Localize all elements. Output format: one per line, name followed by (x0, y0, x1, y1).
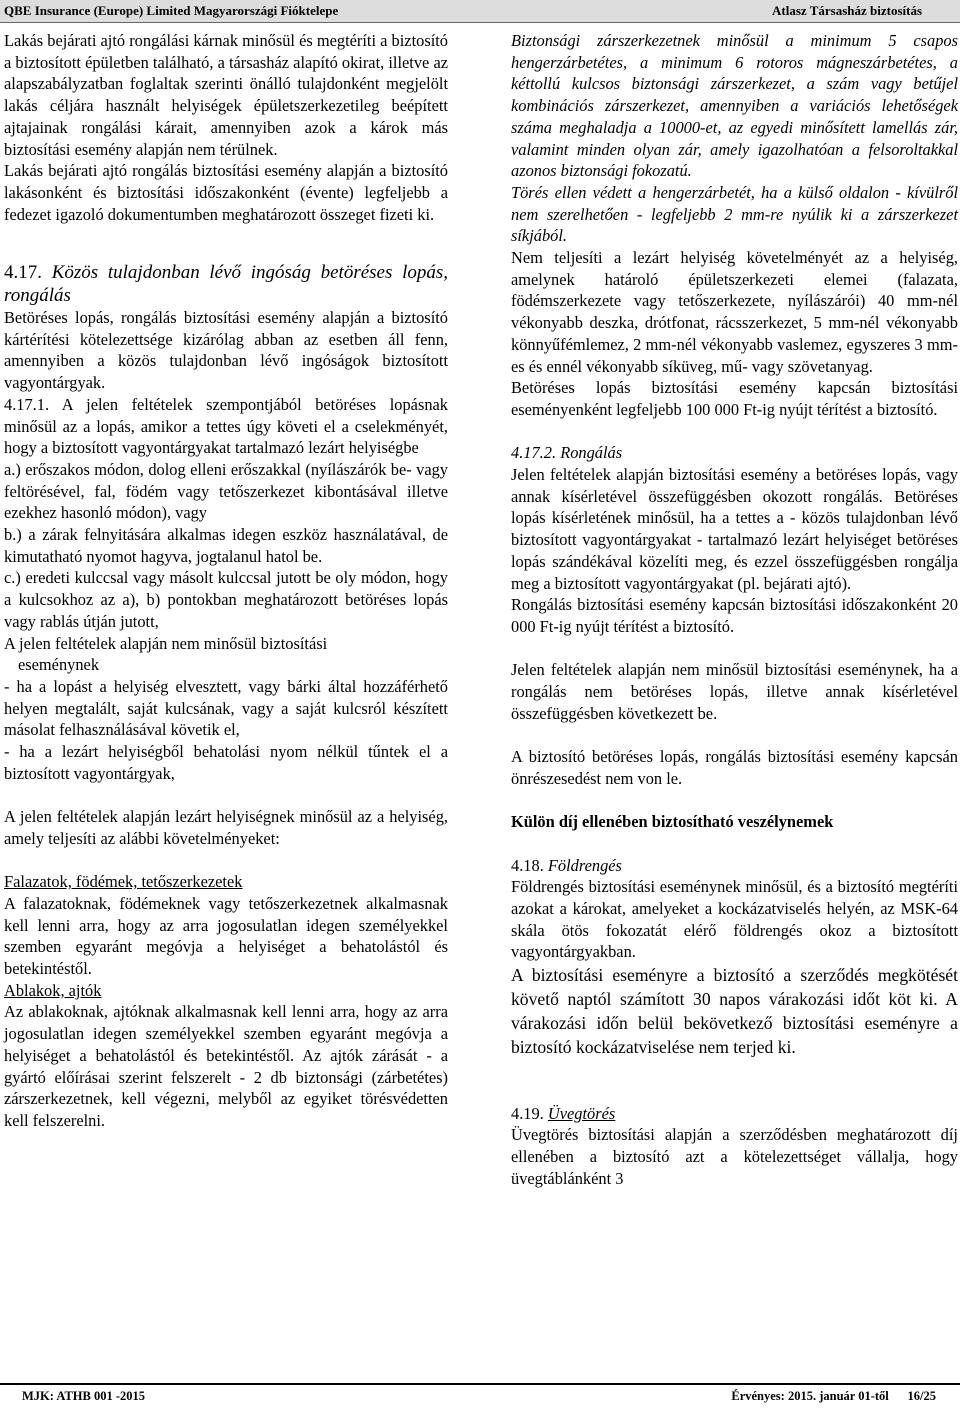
paragraph: Üvegtörés biztosítási alapján a szerződésben meghatározott díj ellenében a biztosító azt a kötelezettséget vállalja, hogy üvegtáblánként 3 (511, 1125, 958, 1188)
header-company: QBE Insurance (Europe) Limited Magyarországi Fióktelepe (4, 3, 339, 18)
section-heading-4-18 (511, 855, 958, 877)
section-title: Közös tulajdonban lévő ingóság betöréses lopás, rongálás (4, 262, 448, 307)
section-heading-4-17-2 (511, 442, 958, 464)
section-title: Üvegtörés (547, 1103, 616, 1123)
subheading-walls: Falazatok, födémek, tetőszerkezetek (4, 872, 243, 892)
paragraph: eseménynek (18, 655, 100, 675)
subheading-windows-doors: Ablakok, ajtók (4, 980, 102, 1000)
paragraph: Betöréses lopás biztosítási esemény kapcsán biztosítási eseményenként legfeljebb 100 000 Ft-ig nyújt térítést a biztosító. (511, 378, 958, 419)
paragraph: - ha a lezárt helyiségből behatolási nyom nélkül tűntek el a biztosított vagyontárgyak, (4, 742, 448, 783)
paragraph: Betöréses lopás, rongálás biztosítási esemény alapján a biztosító kártérítési kötelezettsége kizárólag abban az esetben áll fenn, amennyiben a közös tulajdonban lévő ingóságok biztosított vagyontárgyak. (4, 308, 448, 393)
paragraph: Nem teljesíti a lezárt helyiség követelményét az a helyiség, amelynek határoló épületszerkezeti elemei (falazata, födémszerkezete vagy tetőszerkezete, nyílászárói) 40 mm-nél vékonyabb deszka, drótfonat, rácsszerkezet, 5 mm-nél vékonyabb könnyűfémlemez, 2 mm-nél vékonyabb vaslemez, egyszeres 3 mm-es és ennél vékonyabb síküveg, mű- vagy szövetanyag. (511, 248, 958, 376)
left-column (4, 30, 448, 1132)
section-heading-4-17 (4, 261, 448, 307)
section-number: 4.18. (511, 855, 544, 875)
paragraph: Lakás bejárati ajtó rongálás biztosítási esemény alapján a biztosító lakásonként és biztosítási időszakonként (évente) legfeljebb a fedezet igazoló dokumentumben meghatározott összeget fizeti ki. (4, 161, 448, 224)
section-title: Földrengés (547, 855, 622, 875)
paragraph: Az ablakoknak, ajtóknak alkalmasnak kell lenni arra, hogy az arra jogosulatlan idegen személyekkel szemben egyaránt megóvja a helyiséget a behatolástól és betekintéstől. Az ajtók zárását - a gyártó előírásai szerint felszerelt - 2 db biztonsági (zárbetétes) zárszerkezetnek, kell végezni, melyből az egyiket törésvédetten kell felszerelni. (4, 1002, 448, 1130)
page-header (0, 0, 960, 23)
footer-validity-page: Érvényes: 2015. január 01-től 16/25 (731, 1389, 936, 1403)
list-item-b: b.) a zárak felnyitására alkalmas idegen eszköz használatával, de kimutatható nyomot hagyva, jogtalanul hatol be. (4, 525, 448, 566)
section-heading-extra-perils: Külön díj ellenében biztosítható veszélynemek (511, 812, 834, 832)
section-number: 4.17. (4, 262, 42, 284)
paragraph: Törés ellen védett a hengerzárbetét, ha a külső oldalon - kívülről nem szerelhetően - legfeljebb 2 mm-re nyúlik ki a zárszerkezet síkjából. (511, 182, 958, 246)
paragraph: Rongálás biztosítási esemény kapcsán biztosítási időszakonként 20 000 Ft-ig nyújt térítést a biztosító. (511, 595, 958, 636)
footer-doc-code: MJK: ATHB 001 -2015 (22, 1389, 146, 1403)
right-column (511, 30, 958, 1189)
paragraph: Jelen feltételek alapján nem minősül biztosítási eseménynek, ha a rongálás nem betöréses lopás, illetve annak kísérletével összefüggésben következett be. (511, 660, 958, 723)
paragraph: A jelen feltételek alapján nem minősül biztosítási (4, 633, 328, 653)
list-item-a: a.) erőszakos módon, dolog elleni erőszakkal (nyílászárók be- vagy feltörésével, fal, födém vagy tetőszerkezet kibontásával illetve ezekhez hasonló módon), vagy (4, 459, 448, 523)
paragraph: - ha a lopást a helyiség elvesztett, vagy bárki által hozzáférhető helyen megtalált, saját kulcsának, vagy a saját kulcsról készített másolat felhasználásával követik el, (4, 676, 448, 740)
paragraph: A biztosítási eseményre a biztosító a szerződés megkötését követő naptól számított 30 napos várakozási időt köt ki. A várakozási időn belül bekövetkező biztosítási eseményre a biztosító kockázatviselése nem terjed ki. (511, 965, 958, 1058)
paragraph: A biztosító betöréses lopás, rongálás biztosítási esemény kapcsán önrészesedést nem von le. (511, 747, 958, 788)
paragraph: Földrengés biztosítási eseménynek minősül, és a biztosító megtéríti azokat a károkat, amelyeket a kockázatviselés helyén, az MSK-64 skála ötös fokozatát elérő földrengés okoz a biztosított vagyontárgyakban. (511, 877, 958, 962)
paragraph: A jelen feltételek alapján lezárt helyiségnek minősül az a helyiség, amely teljesíti az alábbi követelményeket: (4, 807, 448, 848)
page-footer (0, 1383, 960, 1403)
section-title: Rongálás (560, 443, 623, 463)
list-item-c: c.) eredeti kulccsal vagy másolt kulccsal jutott be oly módon, hogy a kulcsokhoz az a), b) pontokban meghatározott betöréses lopás vagy rablás útján jutott, (4, 568, 448, 631)
paragraph: 4.17.1. A jelen feltételek szempontjából betöréses lopásnak minősül az a lopás, amikor a tettes úgy követi el a cselekményét, hogy a biztosított vagyontárgyakat tartalmazó lezárt helyiségbe (4, 394, 448, 458)
section-heading-4-19 (511, 1103, 958, 1125)
paragraph: Lakás bejárati ajtó rongálási kárnak minősül és megtéríti a biztosító a biztosított épületben található, a társasház alapító okirat, illetve az alapszabályzatban foglaltak szerinti önálló tulajdonként megjelölt lakás céljára használt helyiségek épületszerkezetileg beépített ajtajainak rongálási kárait, amennyiben azok a károk más biztosítási esemény alapján nem térülnek. (4, 31, 448, 159)
section-number: 4.17.2. (511, 443, 557, 463)
section-number: 4.19. (511, 1103, 544, 1123)
paragraph: Biztonsági zárszerkezetnek minősül a minimum 5 csapos hengerzárbetétes, a minimum 6 rotoros mágneszárbetétes, a kéttollú kulcsos biztonsági zárszerkezet, a szám vagy betűjel kombinációs zárszerkezet, amennyiben a variációs lehetőségek száma meghaladja a 10000-et, az egyedi minősített lamellás zár, valamint minden olyan zár, amely igazolhatóan a felsoroltakkal azonos biztonsági fokozatú. (511, 31, 958, 181)
header-product: Atlasz Társasház biztosítás (772, 3, 922, 18)
paragraph: Jelen feltételek alapján biztosítási esemény a betöréses lopás, vagy annak kísérletével összefüggésben okozott rongálás. Betöréses lopás kísérletének minősül, ha a tettes a - közös tulajdonban lévő biztosított vagyontárgyakat - tartalmazó lezárt helyiséget betöréses lopás szándékával közelíti meg, és ezzel összefüggésben rongálja meg a biztosított vagyontárgyakat (pl. bejárati ajtó). (511, 465, 958, 593)
paragraph: A falazatoknak, födémeknek vagy tetőszerkezetnek alkalmasnak kell lenni arra, hogy az arra jogosulatlan idegen személyekkel szemben egyaránt megóvja a helyiséget a behatolástól és betekintéstől. (4, 893, 448, 979)
